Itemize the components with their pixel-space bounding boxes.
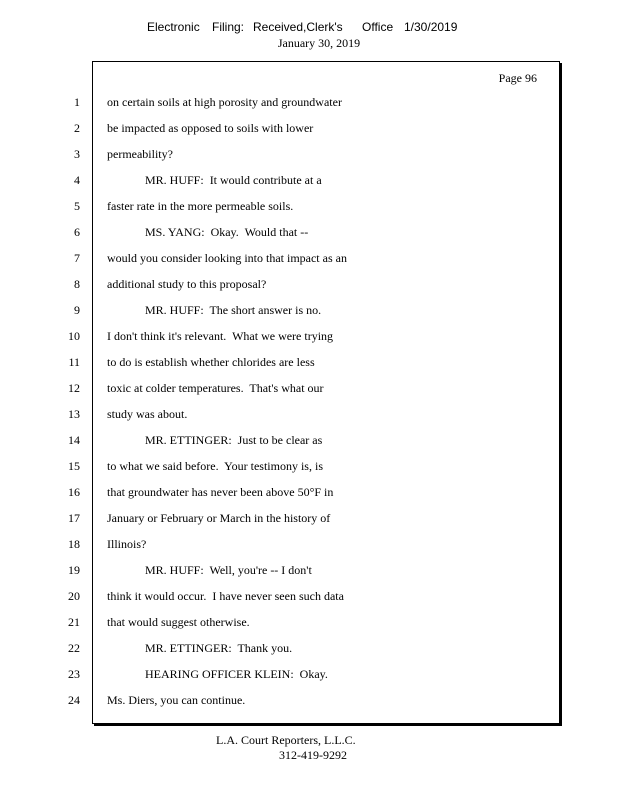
court-reporter-name: L.A. Court Reporters, L.L.C. xyxy=(216,733,356,747)
line-number: 12 xyxy=(68,381,80,395)
line-number: 24 xyxy=(68,693,80,707)
line-number: 16 xyxy=(68,485,80,499)
transcript-line: on certain soils at high porosity and groundwater xyxy=(107,95,342,109)
line-number: 13 xyxy=(68,407,80,421)
line-number: 9 xyxy=(74,303,80,317)
line-number: 3 xyxy=(74,147,80,161)
stamp-received-clerks: Received,Clerk's xyxy=(253,20,343,34)
line-number: 15 xyxy=(68,459,80,473)
line-number: 19 xyxy=(68,563,80,577)
line-number-column xyxy=(60,94,80,718)
transcript-line: to what we said before. Your testimony is, is xyxy=(107,459,323,473)
transcript-line: permeability? xyxy=(107,147,173,161)
transcript-line: would you consider looking into that impact as an xyxy=(107,251,347,265)
transcript-line: study was about. xyxy=(107,407,188,421)
line-number: 4 xyxy=(74,173,80,187)
transcript-line: think it would occur. I have never seen such data xyxy=(107,589,344,603)
transcript-line: I don't think it's relevant. What we were trying xyxy=(107,329,334,343)
transcript-line: toxic at colder temperatures. That's what our xyxy=(107,381,324,395)
line-number: 10 xyxy=(68,329,80,343)
transcript-line: additional study to this proposal? xyxy=(107,277,267,291)
transcript-line: Illinois? xyxy=(107,537,147,551)
transcript-line: MR. HUFF: The short answer is no. xyxy=(145,303,322,317)
line-number: 8 xyxy=(74,277,80,291)
transcript-line: to do is establish whether chlorides are less xyxy=(107,355,315,369)
stamp-electronic: Electronic xyxy=(147,20,200,34)
transcript-line: MR. ETTINGER: Thank you. xyxy=(145,641,293,655)
line-number: 20 xyxy=(68,589,80,603)
line-number: 18 xyxy=(68,537,80,551)
stamp-filing: Filing: xyxy=(212,20,245,34)
court-reporter-phone: 312-419-9292 xyxy=(279,748,347,762)
transcript-line: MR. ETTINGER: Just to be clear as xyxy=(145,433,323,447)
transcript-line: MR. HUFF: It would contribute at a xyxy=(145,173,322,187)
transcript-line: HEARING OFFICER KLEIN: Okay. xyxy=(145,667,328,681)
electronic-filing-stamp xyxy=(0,20,618,36)
transcript-text xyxy=(107,94,547,718)
line-number: 22 xyxy=(68,641,80,655)
line-number: 21 xyxy=(68,615,80,629)
line-number: 7 xyxy=(74,251,80,265)
stamp-office: Office xyxy=(362,20,394,34)
transcript-line: January or February or March in the history of xyxy=(107,511,331,525)
line-number: 17 xyxy=(68,511,80,525)
transcript-line: be impacted as opposed to soils with lower xyxy=(107,121,314,135)
line-number: 6 xyxy=(74,225,80,239)
stamp-date: 1/30/2019 xyxy=(404,20,458,34)
transcript-line: that would suggest otherwise. xyxy=(107,615,250,629)
transcript-line: Ms. Diers, you can continue. xyxy=(107,693,246,707)
header-date: January 30, 2019 xyxy=(277,36,361,50)
line-number: 23 xyxy=(68,667,80,681)
transcript-line: faster rate in the more permeable soils. xyxy=(107,199,294,213)
transcript-line: MR. HUFF: Well, you're -- I don't xyxy=(145,563,312,577)
transcript-line: MS. YANG: Okay. Would that -- xyxy=(145,225,309,239)
transcript-line: that groundwater has never been above 50°F in xyxy=(107,485,334,499)
line-number: 11 xyxy=(68,355,80,369)
line-number: 5 xyxy=(74,199,80,213)
line-number: 14 xyxy=(68,433,80,447)
line-number: 1 xyxy=(74,95,80,109)
page-number: Page 96 xyxy=(498,71,537,85)
line-number: 2 xyxy=(74,121,80,135)
